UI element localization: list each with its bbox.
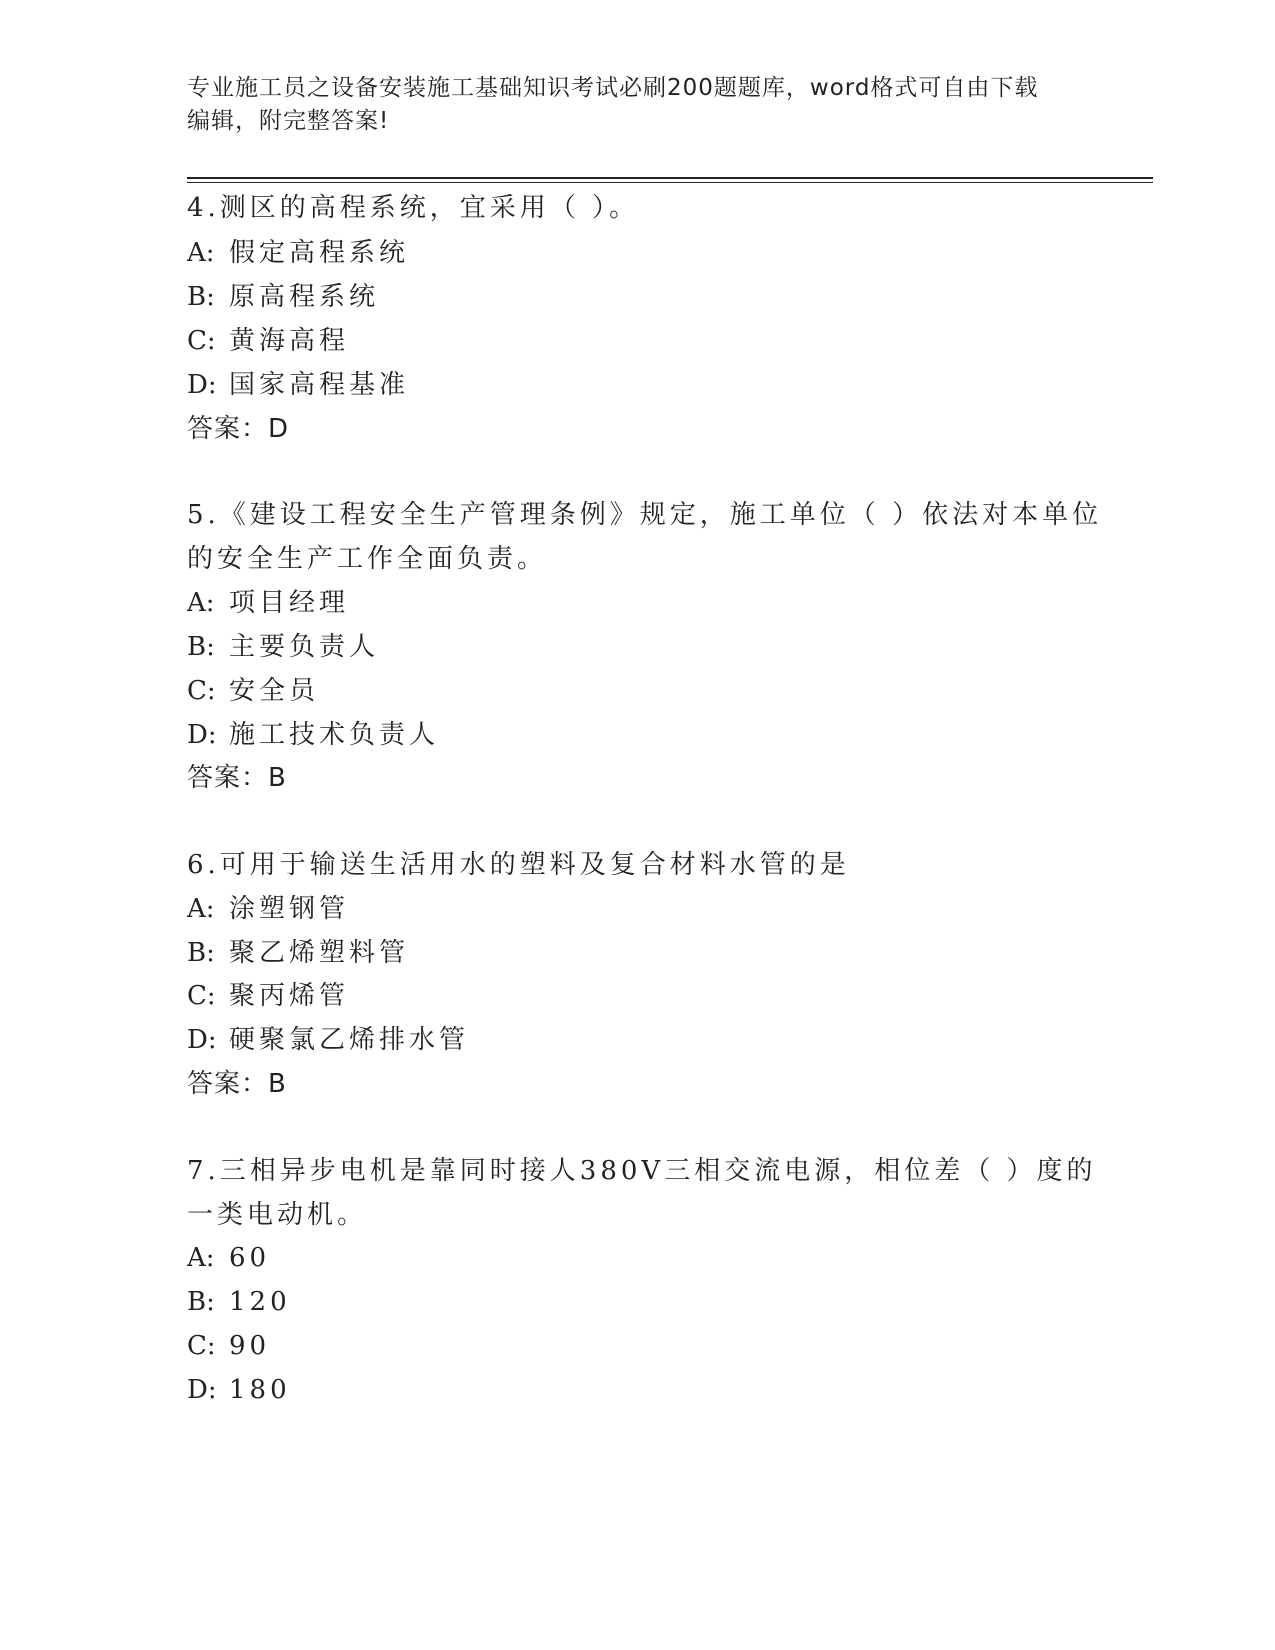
option-letter: C: (187, 981, 216, 1011)
question-6-option-d (187, 1020, 469, 1060)
question-6-option-c (187, 976, 349, 1016)
question-6-option-a (187, 889, 349, 929)
option-text: 黄海高程 (229, 326, 350, 356)
header-line-1: 专业施工员之设备安装施工基础知识考试必刷200题题库，word格式可自由下载 (187, 75, 1039, 101)
option-text: 主要负责人 (229, 632, 380, 662)
option-letter: D: (187, 370, 217, 400)
option-text: 安全员 (229, 676, 320, 706)
option-letter: A: (187, 894, 215, 924)
option-letter: D: (187, 1025, 217, 1055)
header-divider-thin (187, 182, 1153, 183)
question-7-option-d (187, 1370, 291, 1410)
option-letter: B: (187, 1287, 215, 1317)
document-header (187, 72, 1087, 138)
option-letter: C: (187, 676, 216, 706)
option-letter: D: (187, 1375, 217, 1405)
option-text: 180 (229, 1375, 291, 1405)
option-text: 国家高程基准 (229, 370, 410, 400)
option-letter: A: (187, 238, 215, 268)
option-letter: B: (187, 938, 215, 968)
option-text: 90 (229, 1331, 271, 1361)
option-text: 施工技术负责人 (229, 720, 440, 750)
option-text: 120 (229, 1287, 291, 1317)
question-5-option-b (187, 627, 379, 667)
question-7-text-line-2: 一类电动机。 (187, 1200, 368, 1230)
option-letter: B: (187, 282, 215, 312)
question-6-text: 6.可用于输送生活用水的塑料及复合材料水管的是 (187, 850, 850, 880)
option-text: 涂塑钢管 (229, 894, 350, 924)
header-line-2: 编辑，附完整答案! (187, 108, 390, 134)
option-text: 硬聚氯乙烯排水管 (229, 1025, 470, 1055)
question-7-option-c (187, 1326, 270, 1366)
question-5-option-d (187, 715, 439, 755)
question-4-option-a (187, 233, 409, 273)
question-5-option-a (187, 583, 349, 623)
option-text: 假定高程系统 (229, 238, 410, 268)
question-7-text-line-1: 7.三相异步电机是靠同时接人380V三相交流电源，相位差（ ）度的 (187, 1156, 1097, 1186)
option-letter: C: (187, 1331, 216, 1361)
header-divider-thick (187, 177, 1153, 179)
question-4-option-d (187, 365, 409, 405)
question-7-option-a (187, 1238, 270, 1278)
question-5-option-c (187, 671, 319, 711)
option-letter: D: (187, 720, 217, 750)
option-text: 原高程系统 (229, 282, 380, 312)
option-letter: A: (187, 588, 215, 618)
question-4-answer: 答案：D (187, 414, 290, 444)
option-letter: B: (187, 632, 215, 662)
option-letter: A: (187, 1243, 215, 1273)
option-text: 60 (229, 1243, 271, 1273)
question-5-text-line-2: 的安全生产工作全面负责。 (187, 544, 548, 574)
option-text: 聚乙烯塑料管 (229, 938, 410, 968)
question-5-text-line-1: 5.《建设工程安全生产管理条例》规定，施工单位（ ）依法对本单位 (187, 500, 1103, 530)
question-5-answer: 答案：B (187, 763, 287, 793)
option-letter: C: (187, 326, 216, 356)
question-7-option-b (187, 1282, 291, 1322)
question-4-text: 4.测区的高程系统，宜采用（ ）。 (187, 193, 640, 223)
option-text: 聚丙烯管 (229, 981, 350, 1011)
question-4-option-b (187, 277, 379, 317)
option-text: 项目经理 (229, 588, 350, 618)
question-6-option-b (187, 933, 409, 973)
question-6-answer: 答案：B (187, 1069, 287, 1099)
question-4-option-c (187, 321, 349, 361)
